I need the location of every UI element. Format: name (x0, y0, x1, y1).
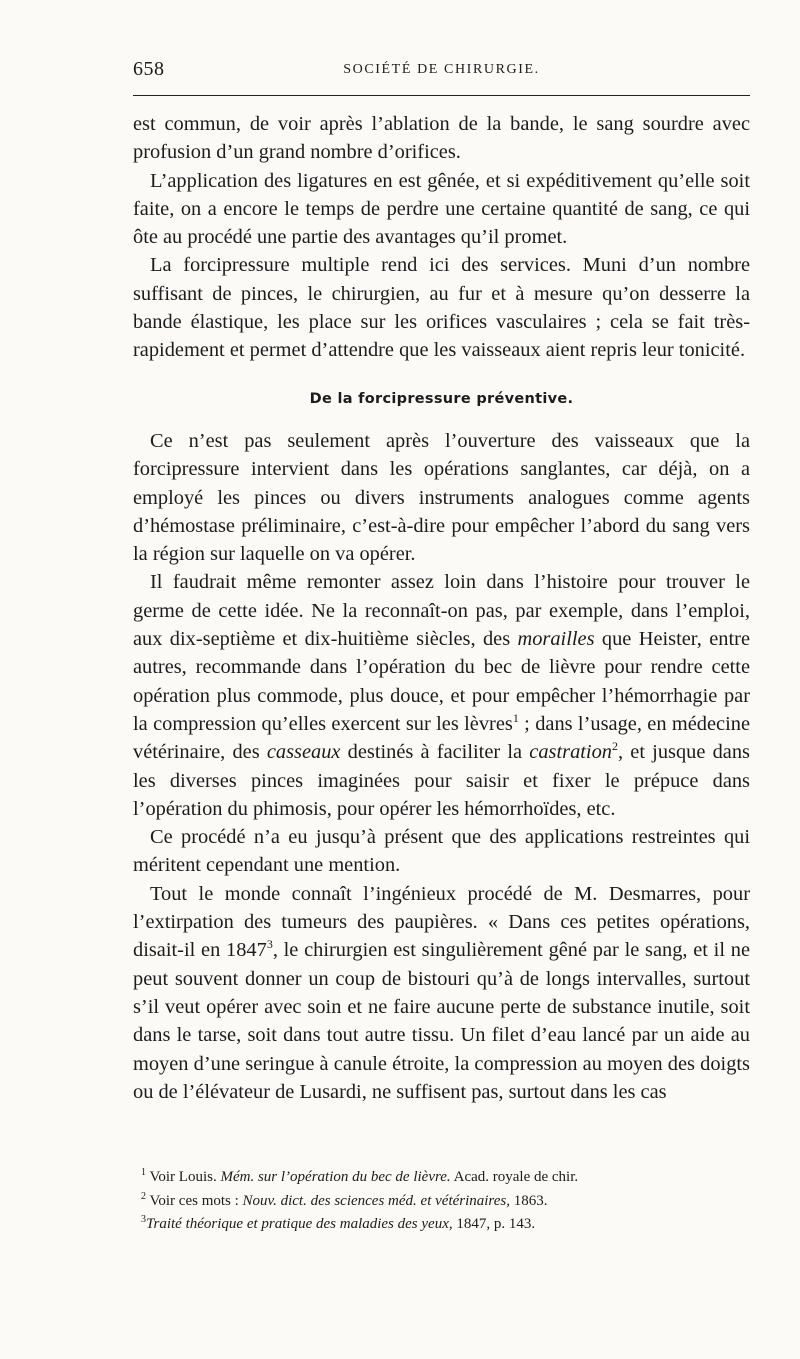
italic-term: morailles (517, 628, 595, 651)
page-header (133, 58, 750, 86)
footnotes (133, 1166, 750, 1237)
footnote-text: Voir Louis. (146, 1169, 221, 1185)
footnote-ref: 1 (512, 711, 519, 726)
running-title: SOCIÉTÉ DE CHIRURGIE. (343, 62, 540, 77)
paragraph-3: La forcipressure multiple rend ici des services. Muni d’un nombre suffisant de pinces, le chirurgien, au fur et à mesure qu’on desserre la bande élastique, les place sur les orifices vasculaires ; cela se fait très-rapidement et permet d’attendre que les vaisseaux aient repris leur tonicité. (133, 254, 750, 362)
text-run: destinés à faciliter la (340, 741, 530, 764)
footnote-text: 1863. (509, 1192, 548, 1209)
text-run: Il faudrait même remonter assez loin dans l’histoire pour trouver le germe de cette idée. Ne la reconnaît-on pas, par exemple, dans l’emploi, aux dix-septième et dix-huitième siècles, des (133, 571, 750, 651)
paragraph-2: L’application des ligatures en est gênée, et si expéditivement qu’elle soit faite, on a encore le temps de perdre une certaine quantité de sang, ce qui ôte au procédé une partie des avantages qu’il promet. (133, 169, 750, 249)
footnote-ref: 2 (611, 739, 618, 754)
section-heading: De la forcipressure préventive. (309, 390, 574, 407)
paragraph-1: est commun, de voir après l’ablation de la bande, le sang sourdre avec profusion d’un grand nombre d’orifices. (133, 113, 750, 164)
footnote-text: Voir ces mots : (146, 1192, 243, 1209)
footnote-3 (133, 1213, 750, 1237)
footnote-ref: 3 (266, 937, 273, 952)
text-run: Tout le monde connaît l’ingénieux procédé de M. Desmarres, pour l’extirpation des tumeurs des paupières. « Dans ces petites opérations, disait-il en 1847 (133, 882, 750, 962)
footnote-title: Traité théorique et pratique des maladies des yeux, (146, 1216, 453, 1232)
footnote-number: 3 (141, 1214, 146, 1225)
header-rule (133, 95, 750, 96)
footnote-title: Nouv. dict. des sciences méd. et vétérinaires, (242, 1192, 510, 1209)
paragraph-7 (133, 880, 750, 1106)
footnote-text: Acad. royale de chir. (450, 1169, 579, 1185)
footnote-number: 2 (141, 1190, 146, 1202)
footnote-1 (133, 1166, 750, 1190)
footnote-title: Mém. sur l’opération du bec de lièvre. (220, 1169, 451, 1185)
text-run: ; dans l’usage, en médecine vétérinaire, des (133, 712, 750, 764)
italic-term: castration (529, 741, 612, 764)
text-run: , et jusque dans les diverses pinces imaginées pour saisir et fixer le prépuce dans l’opération du phimosis, pour opérer les hémorrhoïdes, etc. (133, 741, 750, 820)
footnote-2 (133, 1190, 750, 1214)
body-text (133, 110, 750, 1106)
page-number: 658 (133, 58, 165, 80)
paragraph-4: Ce n’est pas seulement après l’ouverture des vaisseaux que la forcipressure intervient dans les opérations sanglantes, car déjà, on a employé les pinces ou divers instruments analogues comme agents d’hémostase préliminaire, c’est-à-dire pour empêcher l’abord du sang vers la région sur laquelle on va opérer. (133, 429, 750, 566)
footnote-text: 1847, p. 143. (452, 1216, 536, 1232)
italic-term: casseaux (266, 741, 341, 764)
paragraph-5 (133, 568, 750, 823)
footnote-number: 1 (141, 1167, 146, 1178)
paragraph-6: Ce procédé n’a eu jusqu’à présent que des applications restreintes qui méritent cependant une mention. (133, 826, 750, 877)
text-run: que Heister, entre autres, recommande dans l’opération du bec de lièvre pour rendre cette opération plus commode, plus douce, et pour empêcher l’hémorrhagie par la compression qu’elles exercent sur les lèvres (133, 628, 750, 735)
text-run: , le chirurgien est singulièrement gêné par le sang, et il ne peut souvent donner un coup de bistouri qu’à de longs intervalles, surtout s’il veut opérer avec soin et ne faire aucune perte de substance inutile, soit dans le tarse, soit dans tout autre tissu. Un filet d’eau lancé par un aide au moyen d’une seringue à canule étroite, la compression au moyen des doigts ou de l’élévateur de Lusardi, ne suffisent pas, surtout dans les cas (133, 939, 750, 1103)
